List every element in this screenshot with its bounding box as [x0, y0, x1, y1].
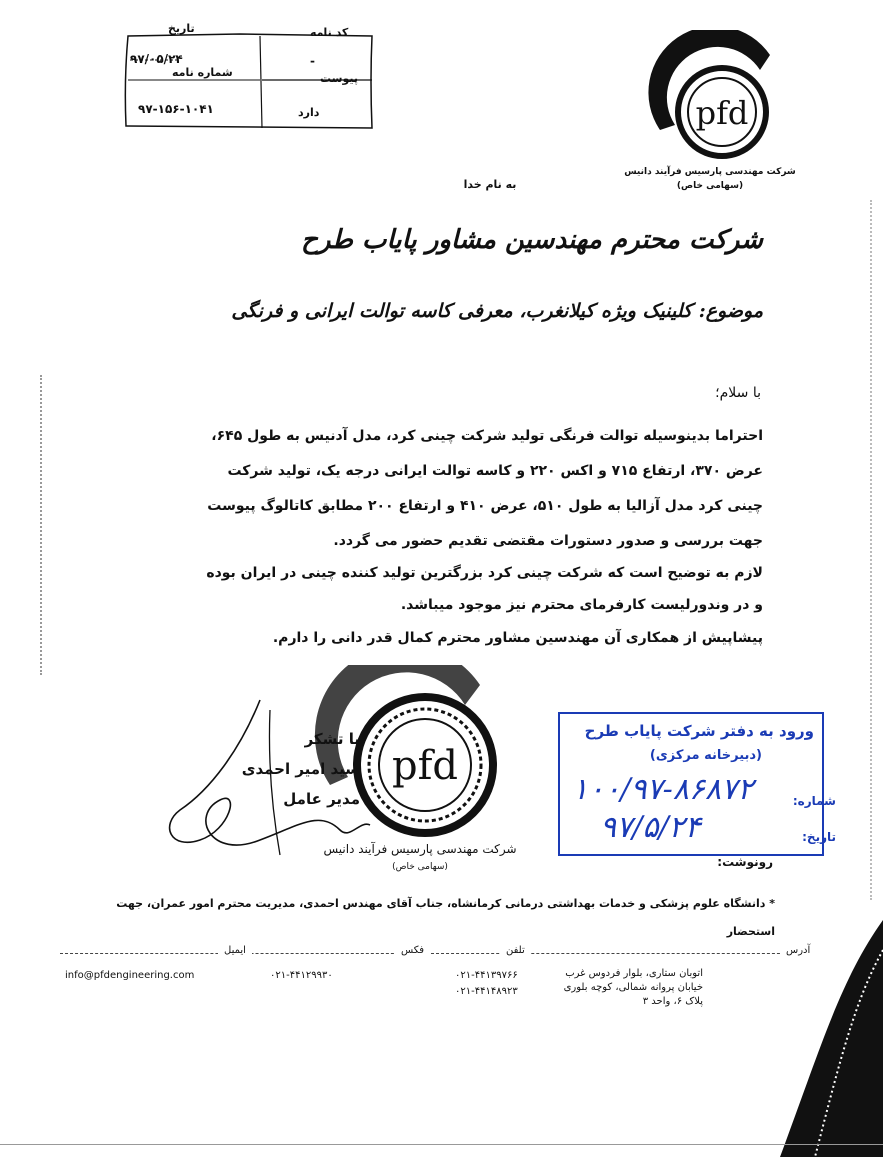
footer-email-label: ایمیل	[218, 945, 252, 956]
body-line: چینی کرد مدل آزالیا به طول ۵۱۰، عرض ۴۱۰ و ارتفاع ۲۰۰ مطابق کاتالوگ پیوست	[207, 498, 763, 514]
signature-block	[220, 730, 360, 820]
cc-label: رونوشت:	[717, 855, 773, 869]
footer-address-line: پلاک ۶، واحد ۳	[642, 996, 703, 1007]
cc-text: * دانشگاه علوم پزشکی و خدمات بهداشتی درمانی کرمانشاه، جناب آقای مهندس احمدی، مدیریت محترم امور عمران، جهت استحضار	[116, 897, 775, 938]
seal-mark-text: pfd	[391, 743, 459, 789]
body-line: جهت بررسی و صدور دستورات مقتضی تقدیم حضور می گردد.	[333, 533, 763, 549]
body-line: لازم به توضیح است که شرکت چینی کرد بزرگترین تولید کننده چینی در ایران بوده	[206, 565, 763, 581]
code-label: کد نامه	[310, 26, 349, 39]
footer-fax-label: فکس	[395, 945, 430, 956]
body-line: احتراما بدینوسیله توالت فرنگی تولید شرکت چینی کرد، مدل آدنیس به طول ۶۴۵،	[211, 428, 763, 444]
body-line: و در وندورلیست کارفرمای محترم نیز موجود میباشد.	[400, 597, 763, 613]
letter-number-label: شماره نامه	[172, 66, 233, 79]
body-line: پیشاپیش از همکاری آن مهندسین مشاور محترم کمال قدر دانی را دارم.	[272, 630, 763, 646]
footer-phone-2: ۰۲۱-۴۴۱۴۸۹۲۳	[455, 986, 518, 997]
company-logo	[640, 30, 790, 165]
greeting: با سلام؛	[715, 385, 761, 401]
letter-number-value: ۹۷-۱۵۶-۱۰۴۱	[138, 102, 214, 116]
signature-closing: با تشکر	[304, 730, 360, 748]
footer-phone-1: ۰۲۱-۴۴۱۳۹۷۶۶	[455, 970, 518, 981]
signature-company-type: (سهامی خاص)	[392, 862, 448, 872]
incoming-date-value: ۹۷/۵/۲۴	[600, 810, 701, 845]
footer-phone-label: تلفن	[500, 945, 531, 956]
page-corner-decoration	[740, 920, 883, 1157]
company-name-header	[600, 165, 820, 193]
date-value: ۹۷/۰۵/۲۴	[130, 52, 183, 66]
code-value: -	[310, 54, 316, 68]
subject-line: موضوع: کلینیک ویژه کیلانغرب، معرفی کاسه توالت ایرانی و فرنگی	[231, 300, 763, 322]
footer-address-label: آدرس	[780, 945, 816, 956]
letter-info-box	[120, 22, 375, 130]
date-label: تاریخ	[168, 22, 195, 35]
company-type: (سهامی خاص)	[676, 181, 744, 191]
footer-email: info@pfdengineering.com	[65, 970, 195, 981]
recipient-line: شرکت محترم مهندسین مشاور پایاب طرح	[301, 225, 763, 255]
logo-mark-text: pfd	[695, 94, 749, 132]
attachment-value: دارد	[298, 106, 320, 119]
body-line: عرض ۳۷۰، ارتفاع ۷۱۵ و اکس ۲۲۰ و کاسه توالت ایرانی درجه یک، تولید شرکت	[227, 463, 763, 479]
scan-bottom-strip	[0, 1144, 883, 1158]
scan-edge-mark	[870, 200, 876, 900]
footer-divider	[60, 953, 805, 955]
incoming-number-value: ۱۰۰/۹۷-۸۶۸۷۲	[572, 772, 754, 807]
footer-address-line: خیابان پروانه شمالی، کوچه بلوری	[563, 982, 703, 993]
signatory-title: مدیر عامل	[283, 790, 360, 808]
basmala: به نام خدا	[463, 178, 517, 191]
signature-company	[290, 840, 550, 876]
incoming-number-label: شماره:	[792, 794, 836, 808]
company-name: شرکت مهندسی پارسیس فرآیند دانیس	[624, 167, 796, 177]
scan-edge-mark	[40, 375, 46, 675]
attachment-label: پیوست	[320, 72, 358, 85]
signature-company-name: شرکت مهندسی پارسیس فرآیند دانیس	[323, 842, 517, 856]
incoming-stamp-subtitle: (دبیرخانه مرکزی)	[649, 748, 762, 763]
pfd-logo-icon	[640, 30, 790, 165]
incoming-stamp	[558, 712, 836, 856]
footer-fax: ۰۲۱-۴۴۱۲۹۹۳۰	[270, 970, 333, 981]
incoming-date-label: تاریخ:	[802, 830, 836, 844]
signatory-name: سید امیر احمدی	[241, 760, 360, 778]
incoming-stamp-title: ورود به دفتر شرکت پایاب طرح	[584, 722, 814, 740]
footer-address-line: اتوبان ستاری، بلوار فردوس غرب	[565, 968, 703, 979]
